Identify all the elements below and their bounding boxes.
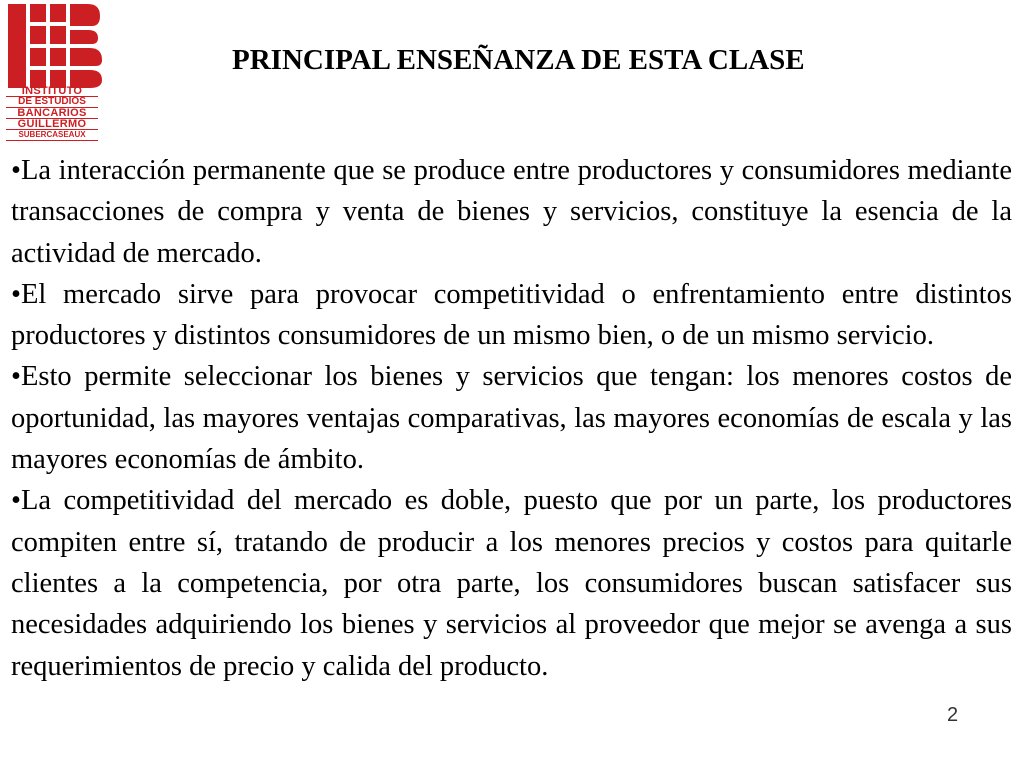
ieb-logo-mark [8, 4, 102, 88]
logo-text [6, 86, 98, 141]
logo-line-2: DE ESTUDIOS [6, 97, 98, 108]
bullet-1: •La interacción permanente que se produce entre productores y consumidores mediante transacciones de compra y venta de bienes y servicios, constituye la esencia de la actividad de mercado. [11, 155, 1012, 269]
institute-logo [6, 4, 98, 139]
logo-line-4: GUILLERMO [6, 119, 98, 130]
logo-line-1: INSTITUTO [6, 86, 98, 97]
logo-line-3: BANCARIOS [6, 108, 98, 119]
logo-line-5: SUBERCASEAUX [6, 130, 98, 141]
slide-title: PRINCIPAL ENSEÑANZA DE ESTA CLASE [232, 44, 805, 76]
bullet-3: •Esto permite seleccionar los bienes y servicios que tengan: los menores costos de oportunidad, las mayores ventajas comparativas, las mayores economías de escala y las mayores economías de ámbito. [11, 361, 1012, 476]
slide-body [11, 150, 1012, 687]
bullet-4: •La competitividad del mercado es doble, puesto que por un parte, los productores compiten entre sí, tratando de producir a los menores precios y costos para quitarle clientes a la competencia, por otra parte, los consumidores buscan satisfacer sus necesidades adquiriendo los bienes y servicios al proveedor que mejor se avenga a sus requerimientos de precio y calida del producto. [11, 485, 1012, 682]
page-number: 2 [947, 704, 959, 726]
bullet-2: •El mercado sirve para provocar competitividad o enfrentamiento entre distintos productores y distintos consumidores de un mismo bien, o de un mismo servicio. [11, 278, 1012, 352]
